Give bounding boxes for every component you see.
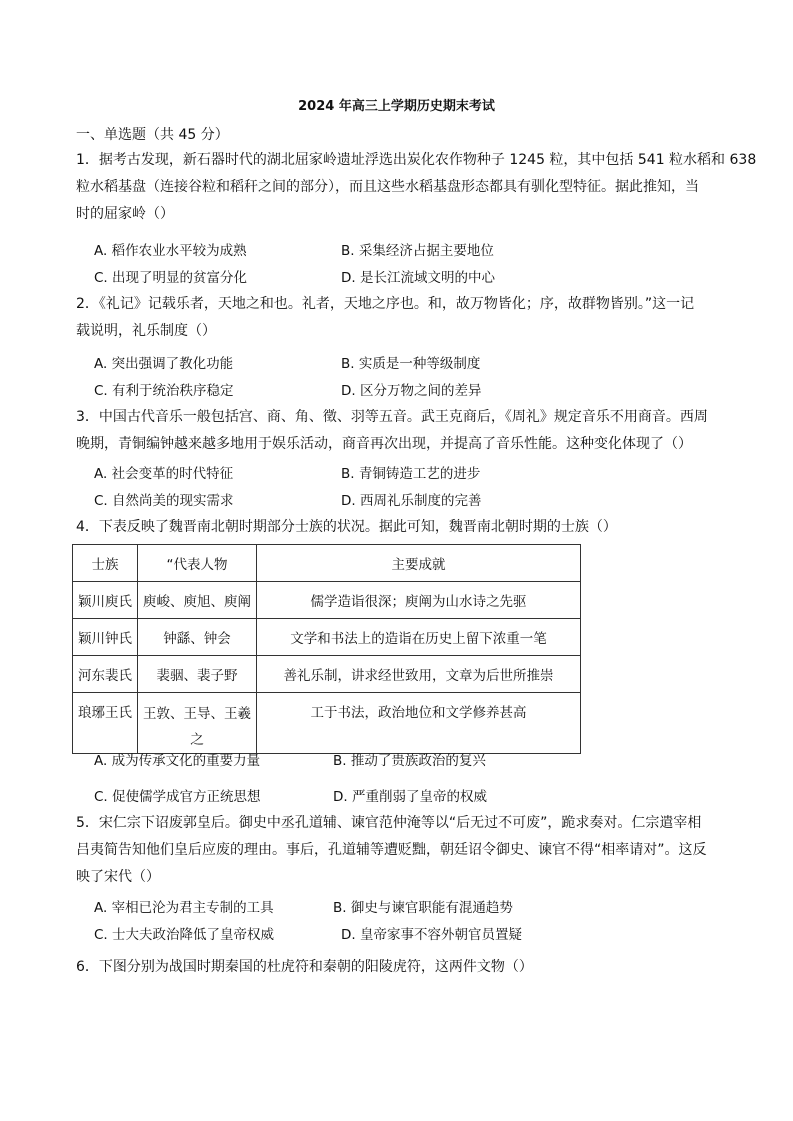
table-row <box>73 619 581 656</box>
table-row <box>73 656 581 693</box>
table-cell: 工于书法，政治地位和文学修养甚高 <box>257 693 581 754</box>
q2-line-2: 载说明，礼乐制度（） <box>76 323 216 339</box>
q6-line-1: 6．下图分别为战国时期秦国的杜虎符和秦朝的阳陵虎符，这两件文物（） <box>76 959 533 975</box>
q2-option-c: C. 有利于统治秩序稳定 <box>94 383 234 399</box>
table-cell: 钟繇、钟会 <box>138 619 257 656</box>
table-cell: 裴骃、裴子野 <box>138 656 257 693</box>
q3-option-a: A. 社会变革的时代特征 <box>94 466 234 482</box>
q3-option-d: D. 西周礼乐制度的完善 <box>341 493 482 509</box>
q1-option-a: A. 稻作农业水平较为成熟 <box>94 243 247 259</box>
table-cell: 颖川钟氏 <box>73 619 138 656</box>
q4-option-c: C. 促使儒学成官方正统思想 <box>94 789 261 805</box>
table-cell: 王敦、王导、王羲之 <box>138 693 257 754</box>
q4-line-1: 4．下表反映了魏晋南北朝时期部分士族的状况。据此可知，魏晋南北朝时期的士族（） <box>76 519 617 535</box>
q3-option-b: B. 青铜铸造工艺的进步 <box>341 466 481 482</box>
table-cell: 善礼乐制，讲求经世致用，文章为后世所推崇 <box>257 656 581 693</box>
exam-title: 2024 年高三上学期历史期末考试 <box>298 99 495 114</box>
q5-line-1: 5．宋仁宗下诏废郭皇后。御史中丞孔道辅、谏官范仲淹等以“后无过不可废”，跪求奏对。仁宗遣宰相 <box>76 815 702 831</box>
q5-option-c: C. 士大夫政治降低了皇帝权威 <box>94 927 275 943</box>
q5-option-b: B. 御史与谏官职能有混通趋势 <box>333 900 513 916</box>
section-heading: 一、单选题（共 45 分） <box>76 127 229 143</box>
table-header-cell: 士族 <box>73 545 138 582</box>
q5-line-3: 映了宋代（） <box>76 869 160 885</box>
table-row <box>73 693 581 754</box>
q4-option-a: A. 成为传承文化的重要力量 <box>94 753 261 769</box>
q1-line-3: 时的屈家岭（） <box>76 206 174 222</box>
q1-option-c: C. 出现了明显的贫富分化 <box>94 270 248 286</box>
q2-option-b: B. 实质是一种等级制度 <box>341 356 481 372</box>
q3-option-c: C. 自然尚美的现实需求 <box>94 493 234 509</box>
q5-option-a: A. 宰相已沦为君主专制的工具 <box>94 900 274 916</box>
table-header-row <box>73 545 581 582</box>
table-cell: 文学和书法上的造诣在历史上留下浓重一笔 <box>257 619 581 656</box>
table-cell: 河东裴氏 <box>73 656 138 693</box>
q4-option-b: B. 推动了贵族政治的复兴 <box>333 753 486 769</box>
table-header-cell: “代表人物 <box>138 545 257 582</box>
table-cell: 庾峻、庾旭、庾阐 <box>138 582 257 619</box>
q5-line-2: 吕夷简告知他们皇后应废的理由。事后，孔道辅等遭贬黜，朝廷诏令御史、谏官不得“相率请对”。这反 <box>76 842 707 858</box>
q4-option-d: D. 严重削弱了皇帝的权威 <box>333 789 487 805</box>
q1-option-d: D. 是长江流域文明的中心 <box>341 270 495 286</box>
gentry-table <box>72 544 581 754</box>
q1-option-b: B. 采集经济占据主要地位 <box>341 243 494 259</box>
table-cell: 颖川庾氏 <box>73 582 138 619</box>
q2-option-a: A. 突出强调了教化功能 <box>94 356 234 372</box>
q1-line-1: 1．据考古发现，新石器时代的湖北屈家岭遗址浮选出炭化农作物种子 1245 粒，其中包括 541 粒水稻和 638 <box>76 152 757 168</box>
table-row <box>73 582 581 619</box>
table-header-cell: 主要成就 <box>257 545 581 582</box>
q2-line-1: 2．《礼记》记载乐者，天地之和也。礼者，天地之序也。和，故万物皆化；序，故群物皆别。”这一记 <box>76 296 695 312</box>
q3-line-2: 晚期，青铜编钟越来越多地用于娱乐活动，商音再次出现，并提高了音乐性能。这种变化体现了（） <box>76 436 692 452</box>
q1-line-2: 粒水稻基盘（连接谷粒和稻秆之间的部分），而且这些水稻基盘形态都具有驯化型特征。据此推知，当 <box>76 179 699 195</box>
q2-option-d: D. 区分万物之间的差异 <box>341 383 482 399</box>
table-cell: 琅琊王氏 <box>73 693 138 754</box>
table-cell: 儒学造诣很深；庾阐为山水诗之先驱 <box>257 582 581 619</box>
q3-line-1: 3．中国古代音乐一般包括宫、商、角、徵、羽等五音。武王克商后，《周礼》规定音乐不用商音。西周 <box>76 409 708 425</box>
q5-option-d: D. 皇帝家事不容外朝官员置疑 <box>341 927 522 943</box>
